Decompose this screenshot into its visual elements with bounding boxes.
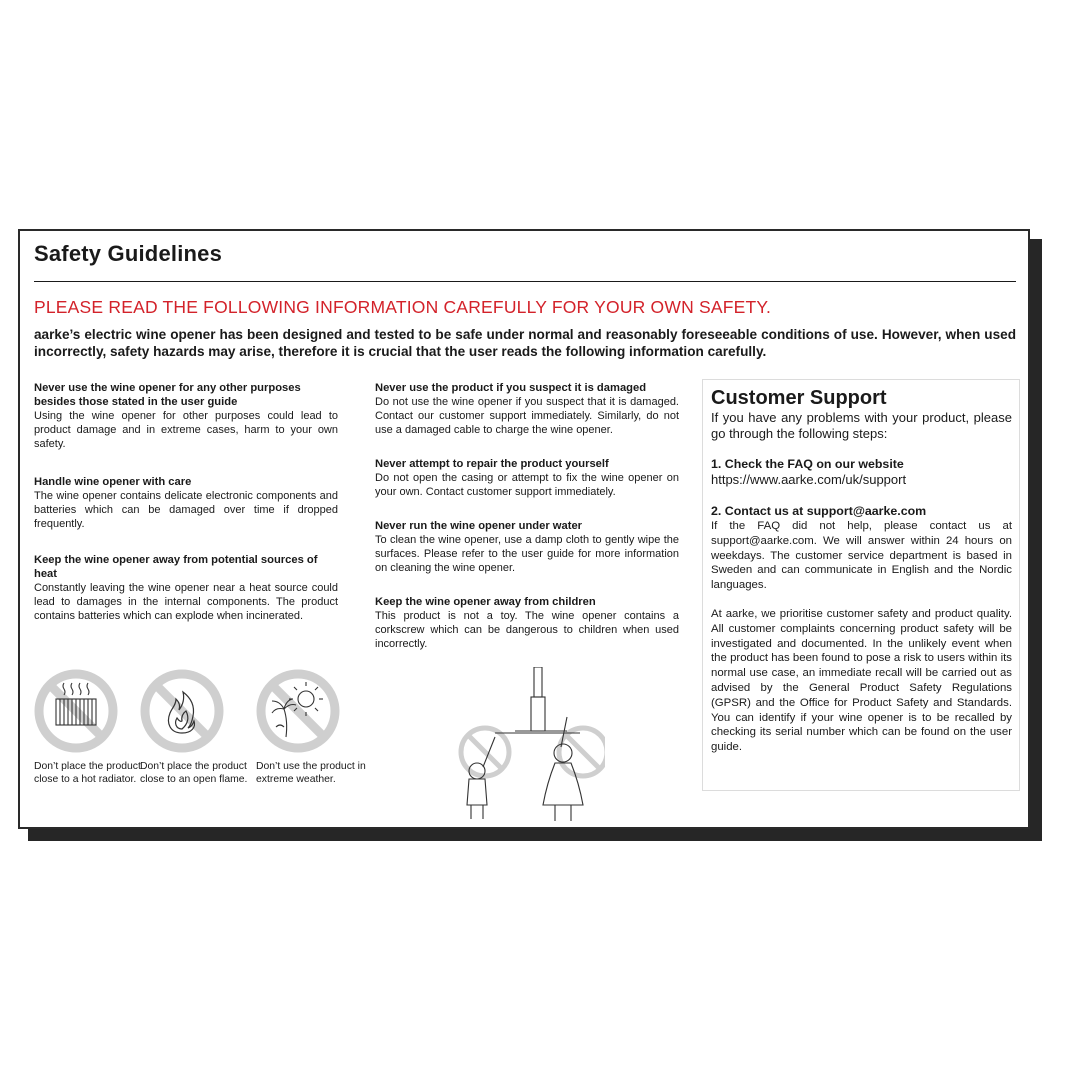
middle-column xyxy=(375,381,679,668)
support-intro: If you have any problems with your product, please go through the following steps: xyxy=(711,410,1012,441)
left-column xyxy=(34,381,338,640)
icon-item xyxy=(34,669,150,786)
guideline-body: This product is not a toy. The wine opener contains a corkscrew which can be dangerous to children when used incorrectly. xyxy=(375,610,679,650)
safety-card xyxy=(18,229,1030,829)
icon-caption: Don’t use the product in extreme weather. xyxy=(256,761,366,785)
page-title: Safety Guidelines xyxy=(34,241,223,266)
guideline-heading: Handle wine opener with care xyxy=(34,476,192,488)
support-title: Customer Support xyxy=(711,387,887,409)
children-prohibited-icon xyxy=(455,667,605,827)
guideline-body: Do not use the wine opener if you suspect that it is damaged. Contact our customer support immediately. Similarly, do not use a damaged cable to charge the wine opener. xyxy=(375,396,679,436)
prohibition-icons xyxy=(34,669,364,809)
guideline-section xyxy=(375,381,679,437)
warning-banner: PLEASE READ THE FOLLOWING INFORMATION CAREFULLY FOR YOUR OWN SAFETY. xyxy=(34,297,772,317)
customer-support-box xyxy=(702,379,1020,791)
guideline-body: To clean the wine opener, use a damp cloth to gently wipe the surfaces. Please refer to the user guide for more information on cleaning the wine opener. xyxy=(375,534,679,574)
guideline-heading: Never attempt to repair the product yourself xyxy=(375,458,609,470)
guideline-section xyxy=(34,475,338,531)
guideline-heading: Never use the product if you suspect it is damaged xyxy=(375,382,647,394)
support-step-2-body: If the FAQ did not help, please contact us at support@aarke.com. We will answer within 24 hours on weekdays. The customer service department is based in Sweden and can communicate in English and the Nordic languages. xyxy=(711,520,1012,592)
guideline-section xyxy=(34,381,338,451)
guideline-heading: Never use the wine opener for any other purposes besides those stated in the user guide xyxy=(34,382,301,408)
support-faq-link[interactable]: https://www.aarke.com/uk/support xyxy=(711,472,907,487)
extreme-weather-prohibited-icon xyxy=(256,669,340,753)
guideline-body: Constantly leaving the wine opener near a heat source could lead to damages in the internal components. The product contains batteries which can explode when incinerated. xyxy=(34,582,338,622)
icon-caption: Don’t place the product close to a hot radiator. xyxy=(34,761,141,785)
guideline-section xyxy=(375,457,679,499)
guideline-section xyxy=(375,519,679,575)
title-divider xyxy=(34,281,1016,282)
flame-prohibited-icon xyxy=(140,669,224,753)
guideline-section xyxy=(375,595,679,651)
guideline-body: Using the wine opener for other purposes could lead to product damage and in extreme cases, harm to your own safety. xyxy=(34,410,338,450)
icon-caption: Don’t place the product close to an open flame. xyxy=(140,761,248,785)
icon-item xyxy=(140,669,256,786)
guideline-section xyxy=(34,553,338,623)
support-step-1-title: 1. Check the FAQ on our website xyxy=(711,457,904,471)
guideline-body: Do not open the casing or attempt to fix the wine opener on your own. Contact customer support immediately. xyxy=(375,472,679,498)
guideline-heading: Never run the wine opener under water xyxy=(375,520,583,532)
support-step-2-title: 2. Contact us at support@aarke.com xyxy=(711,504,927,518)
guideline-heading: Keep the wine opener away from potential sources of heat xyxy=(34,554,318,580)
intro-paragraph: aarke’s electric wine opener has been designed and tested to be safe under normal and reasonably foreseeable conditions of use. However, when used incorrectly, safety hazards may arise, therefore it is crucial that the user reads the following information carefully. xyxy=(34,327,1016,359)
icon-item xyxy=(256,669,372,786)
support-closing: At aarke, we prioritise customer safety and product quality. All customer complaints concerning product safety will be investigated and documented. In the unlikely event when the product has been found to pose a risk to users within its normal use case, an immediate recall will be carried out as advised by the General Product Safety Regulations (GPSR) and the Office for Product Safety and Standards. You can identify if your wine opener is to be recalled by checking its serial number which can be found on the user guide. xyxy=(711,607,1012,754)
guideline-heading: Keep the wine opener away from children xyxy=(375,596,596,608)
guideline-body: The wine opener contains delicate electronic components and batteries which can be damaged over time if dropped frequently. xyxy=(34,490,338,530)
radiator-prohibited-icon xyxy=(34,669,118,753)
